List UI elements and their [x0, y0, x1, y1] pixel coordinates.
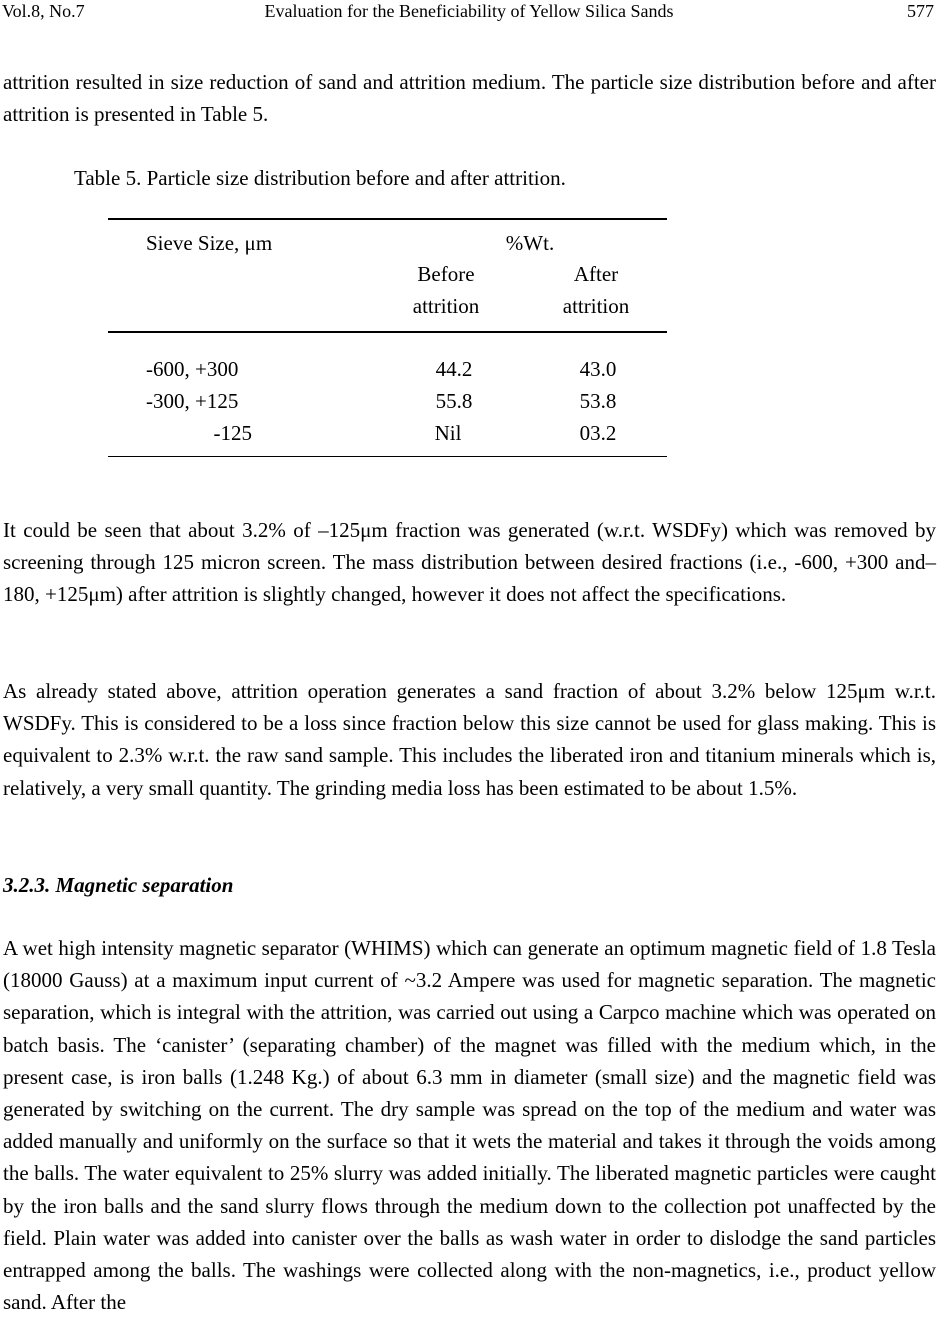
running-header [0, 0, 938, 24]
col-header-after-2: attrition [562, 294, 630, 318]
cell-after: 03.2 [579, 421, 617, 445]
cell-before: Nil [434, 421, 462, 445]
cell-sieve-size: -300, +125 [146, 389, 239, 413]
col-group-header-wt: %Wt. [505, 231, 555, 255]
cell-sieve-size: -125 [213, 421, 252, 445]
col-header-before-2: attrition [412, 294, 480, 318]
paragraph-fraction-generated: It could be seen that about 3.2% of –125μm fraction was generated (w.r.t. WSDFy) which was removed by screening through 125 micron screen. The mass distribution between desired fractions (i.e., -600, +300 and–180, +125μm) after attrition is slightly changed, however it does not affect the specifications. [3, 518, 936, 607]
paragraph-magnetic-separation: A wet high intensity magnetic separator (WHIMS) which can generate an optimum magnetic field of 1.8 Tesla (18000 Gauss) at a maximum input current of ~3.2 Ampere was used for magnetic separation. The magnetic separation, which is integral with the attrition, was carried out using a Carpco machine which was operated on batch basis. The ‘canister’ (separating chamber) of the magnet was filled with the medium which, in the present case, is iron balls (1.248 Kg.) of about 6.3 mm in diameter (small size) and the magnetic field was generated by switching on the current. The dry sample was spread on the top of the medium and water was added manually and uniformly on the surface so that it wets the material and takes it through the voids among the balls. The water equivalent to 25% slurry was added initially. The liberated magnetic particles were caught by the iron balls and the sand slurry flows through the medium down to the collection pot unaffected by the field. Plain water was added into canister over the balls as wash water in order to dislodge the sand particles entrapped among the balls. The washings were collected along with the non-magnetics, i.e., product yellow sand. After the [3, 936, 936, 1315]
page-number: 577 [907, 1, 934, 21]
table-top-rule [108, 218, 667, 220]
running-title: Evaluation for the Beneficiability of Yellow Silica Sands [264, 1, 674, 21]
table-caption: Table 5. Particle size distribution before and after attrition. [74, 166, 566, 190]
table-mid-rule [108, 331, 667, 333]
cell-after: 43.0 [579, 357, 617, 381]
cell-sieve-size: -600, +300 [146, 357, 239, 381]
cell-before: 44.2 [435, 357, 473, 381]
col-header-before-1: Before [417, 262, 475, 286]
col-header-sieve-size: Sieve Size, μm [146, 231, 273, 255]
cell-after: 53.8 [579, 389, 617, 413]
paragraph-attrition-loss: As already stated above, attrition operation generates a sand fraction of about 3.2% below 125μm w.r.t. WSDFy. This is considered to be a loss since fraction below this size cannot be used for glass making. This is equivalent to 2.3% w.r.t. the raw sand sample. This includes the liberated iron and titanium minerals which is, relatively, a very small quantity. The grinding media loss has been estimated to be about 1.5%. [3, 679, 936, 800]
section-heading: 3.2.3. Magnetic separation [3, 873, 234, 897]
paragraph-attrition-intro: attrition resulted in size reduction of sand and attrition medium. The particle size distribution before and after attrition is presented in Table 5. [3, 70, 936, 127]
col-header-after-1: After [573, 262, 619, 286]
cell-before: 55.8 [435, 389, 473, 413]
table-bottom-rule [108, 456, 667, 457]
journal-volume: Vol.8, No.7 [2, 1, 85, 21]
